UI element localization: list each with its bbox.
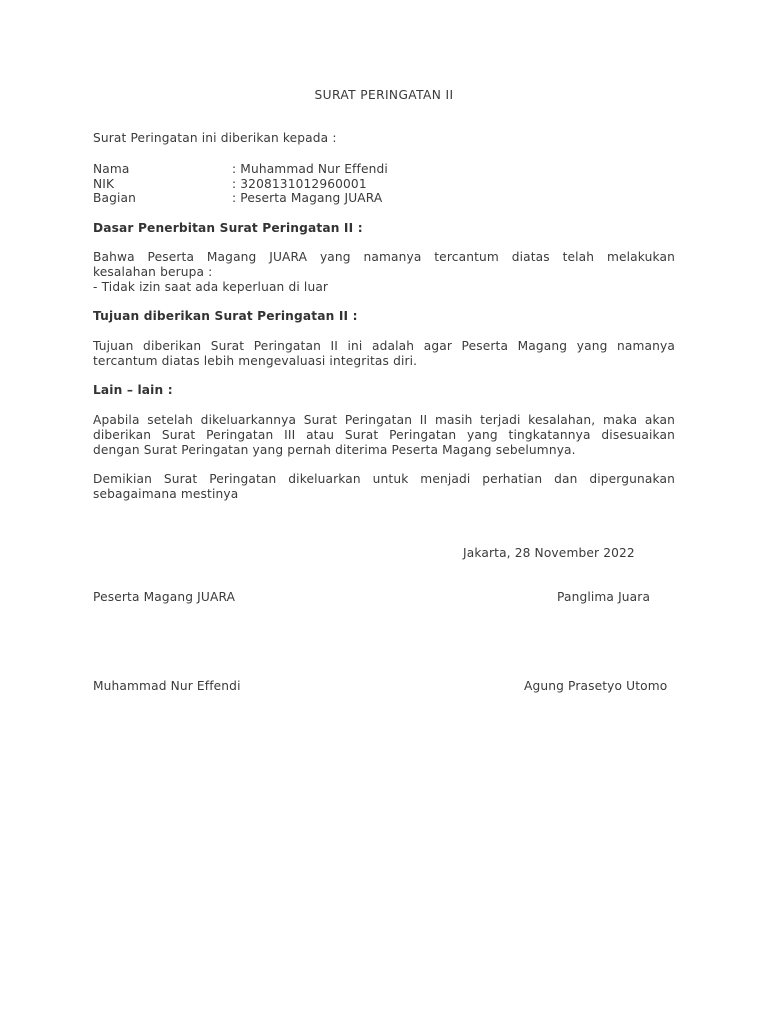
field-value-name: : Muhammad Nur Effendi (232, 162, 388, 176)
basis-line-2: kesalahan berupa : (93, 265, 213, 279)
other-paragraph (93, 413, 675, 458)
field-label-name: Nama (93, 162, 130, 176)
other-line-3: dengan Surat Peringatan yang pernah diterima Peserta Magang sebelumnya. (93, 443, 576, 457)
intro-text: Surat Peringatan ini diberikan kepada : (93, 131, 337, 145)
closing-line-2: sebagaimana mestinya (93, 487, 239, 501)
basis-line-3: - Tidak izin saat ada keperluan di luar (93, 280, 329, 294)
basis-line-1: Bahwa Peserta Magang JUARA yang namanya tercantum diatas telah melakukan (93, 250, 675, 264)
letter-title: SURAT PERINGATAN II (314, 88, 454, 102)
purpose-heading: Tujuan diberikan Surat Peringatan II : (93, 309, 358, 323)
signatory-left-role: Peserta Magang JUARA (93, 590, 236, 604)
signatory-left-name: Muhammad Nur Effendi (93, 679, 241, 693)
other-heading: Lain – lain : (93, 383, 173, 397)
field-label-division: Bagian (93, 191, 137, 205)
signatory-right-role: Panglima Juara (557, 590, 651, 604)
closing-line-1: Demikian Surat Peringatan dikeluarkan untuk menjadi perhatian dan dipergunakan (93, 472, 675, 486)
field-value-nik: : 3208131012960001 (232, 177, 367, 191)
other-line-2: diberikan Surat Peringatan III atau Surat Peringatan yang tingkatannya disesuaikan (93, 428, 675, 442)
field-label-nik: NIK (93, 177, 115, 191)
other-line-1: Apabila setelah dikeluarkannya Surat Peringatan II masih terjadi kesalahan, maka akan (93, 413, 675, 427)
purpose-line-2: tercantum diatas lebih mengevaluasi integritas diri. (93, 354, 418, 368)
purpose-line-1: Tujuan diberikan Surat Peringatan II ini adalah agar Peserta Magang yang namanya (93, 339, 675, 353)
basis-paragraph (93, 250, 675, 295)
place-date: Jakarta, 28 November 2022 (463, 546, 635, 560)
field-value-division: : Peserta Magang JUARA (232, 191, 383, 205)
closing-paragraph (93, 472, 675, 502)
signatory-right-name: Agung Prasetyo Utomo (524, 679, 668, 693)
purpose-paragraph (93, 339, 675, 369)
basis-heading: Dasar Penerbitan Surat Peringatan II : (93, 221, 363, 235)
